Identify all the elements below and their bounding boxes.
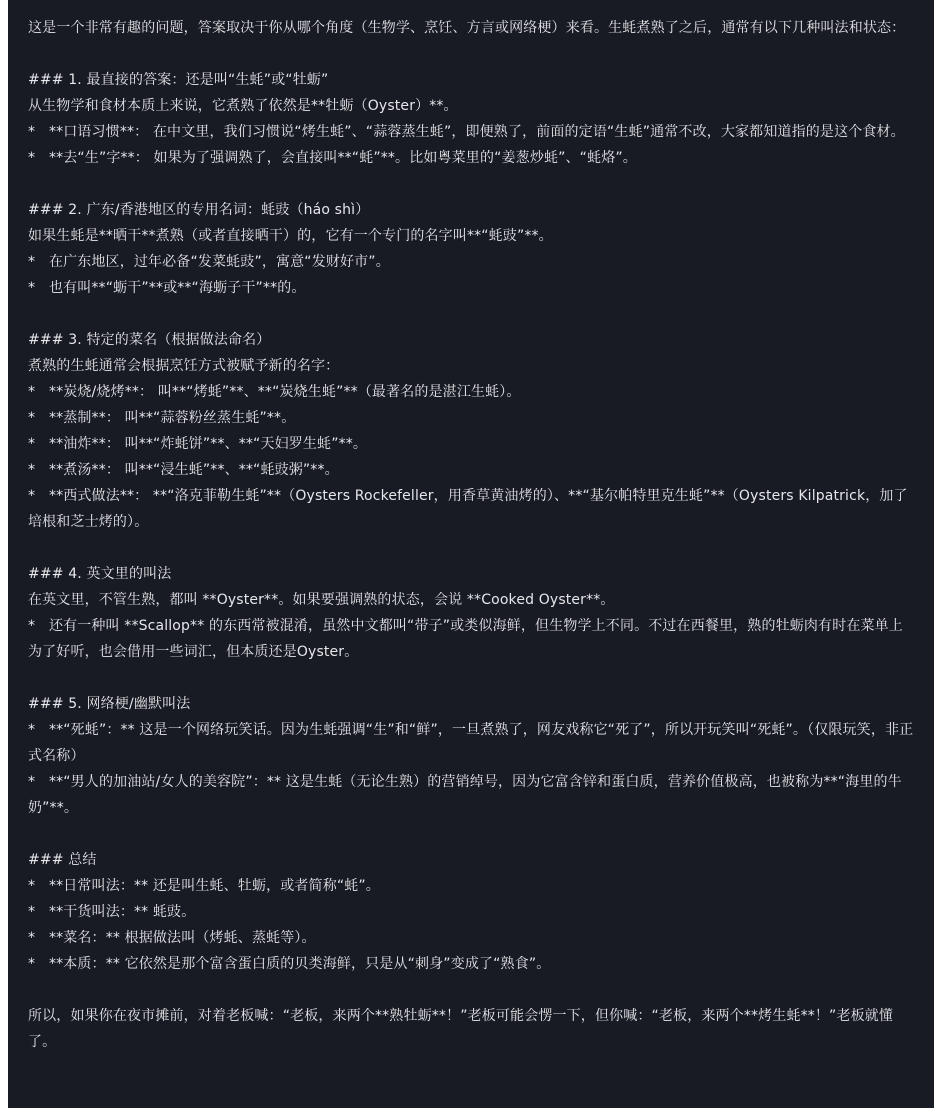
section-5 — [28, 691, 914, 821]
bullet-item: * **西式做法**： **“洛克菲勒生蚝”**（Oysters Rockefeller，用香草黄油烤的）、**“基尔帕特里克生蚝”**（Oysters Kilpatrick，加了培根和芝士烤的）。 — [28, 488, 908, 530]
bullet-item: * **煮汤**： 叫**“浸生蚝”**、**“蚝豉粥”**。 — [28, 462, 339, 478]
section-heading: ### 2. 广东/香港地区的专用名词：蚝豉（háo shì） — [28, 202, 370, 218]
bullet-item: * **干货叫法：** 蚝豉。 — [28, 904, 196, 920]
conclusion-text: 所以，如果你在夜市摊前，对着老板喊：“老板，来两个**熟牡蛎**！”老板可能会愣一下，但你喊：“老板，来两个**烤生蚝**！”老板就懂了。 — [28, 1008, 894, 1050]
bullet-item: * **日常叫法：** 还是叫生蚝、牡蛎，或者简称“蚝”。 — [28, 878, 380, 894]
bullet-item: * **蒸制**： 叫**“蒜蓉粉丝蒸生蚝”**。 — [28, 410, 296, 426]
section-heading: ### 5. 网络梗/幽默叫法 — [28, 696, 191, 712]
section-2 — [28, 197, 914, 301]
section-heading: ### 4. 英文里的叫法 — [28, 566, 172, 582]
section-4 — [28, 561, 914, 665]
bullet-item: * **口语习惯**： 在中文里，我们习惯说“烤生蚝”、“蒜蓉蒸生蚝”，即便熟了，前面的定语“生蚝”通常不改，大家都知道指的是这个食材。 — [28, 124, 905, 140]
section-line: 煮熟的生蚝通常会根据烹饪方式被赋予新的名字： — [28, 358, 340, 374]
section-summary — [28, 847, 914, 977]
intro-paragraph — [28, 15, 914, 41]
bullet-item: * **油炸**： 叫**“炸蚝饼”**、**“天妇罗生蚝”**。 — [28, 436, 368, 452]
bullet-item: * 还有一种叫 **Scallop** 的东西常被混淆，虽然中文都叫“带子”或类似海鲜，但生物学上不同。不过在西餐里，熟的牡蛎肉有时在菜单上为了好听，也会借用一些词汇，但本质还是Oyster。 — [28, 618, 903, 660]
bullet-item: * **“死蚝”：** 这是一个网络玩笑话。因为生蚝强调“生”和“鲜”，一旦煮熟了，网友戏称它“死了”，所以开玩笑叫“死蚝”。（仅限玩笑，非正式名称） — [28, 722, 914, 764]
intro-text: 这是一个非常有趣的问题，答案取决于你从哪个角度（生物学、烹饪、方言或网络梗）来看。生蚝煮熟了之后，通常有以下几种叫法和状态： — [28, 20, 906, 36]
bullet-item: * 在广东地区，过年必备“发菜蚝豉”，寓意“发财好市”。 — [28, 254, 390, 270]
bullet-item: * **菜名：** 根据做法叫（烤蚝、蒸蚝等）。 — [28, 930, 316, 946]
section-line: 从生物学和食材本质上来说，它煮熟了依然是**牡蛎（Oyster）**。 — [28, 98, 458, 114]
section-heading: ### 总结 — [28, 852, 97, 868]
bullet-item: * **去“生”字**： 如果为了强调熟了，会直接叫**“蚝”**。比如粤菜里的“姜葱炒蚝”、“蚝烙”。 — [28, 150, 637, 166]
conclusion-paragraph — [28, 1003, 914, 1055]
bullet-item: * 也有叫**“蛎干”**或**“海蛎子干”**的。 — [28, 280, 306, 296]
section-heading: ### 3. 特定的菜名（根据做法命名） — [28, 332, 271, 348]
response-panel — [8, 0, 934, 1108]
section-1 — [28, 67, 914, 171]
bullet-item: * **炭烧/烧烤**： 叫**“烤蚝”**、**“炭烧生蚝”**（最著名的是湛江生蚝）。 — [28, 384, 521, 400]
bullet-item: * **本质：** 它依然是那个富含蛋白质的贝类海鲜，只是从“刺身”变成了“熟食”。 — [28, 956, 551, 972]
section-3 — [28, 327, 914, 535]
section-line: 在英文里，不管生熟，都叫 **Oyster**。如果要强调熟的状态，会说 **Cooked Oyster**。 — [28, 592, 615, 608]
bullet-item: * **“男人的加油站/女人的美容院”：** 这是生蚝（无论生熟）的营销绰号，因为它富含锌和蛋白质，营养价值极高，也被称为**“海里的牛奶”**。 — [28, 774, 902, 816]
section-line: 如果生蚝是**晒干**煮熟（或者直接晒干）的，它有一个专门的名字叫**“蚝豉”**。 — [28, 228, 553, 244]
section-heading: ### 1. 最直接的答案：还是叫“生蚝”或“牡蛎” — [28, 72, 329, 88]
